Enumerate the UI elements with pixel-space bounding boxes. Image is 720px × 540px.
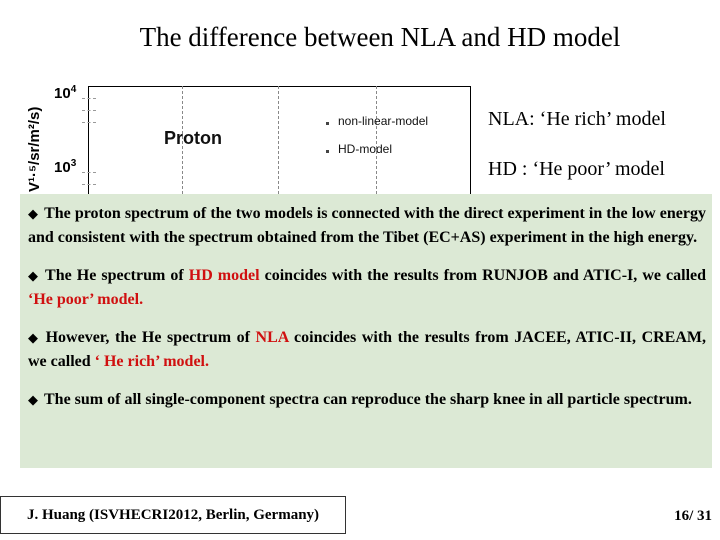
paragraph-sum: [28, 388, 706, 412]
paragraph-proton: [28, 202, 706, 250]
paragraph-he-hd-middle: coincides with the results from RUNJOB and ATIC-I, we called: [259, 267, 707, 284]
plot-minor-tick: [82, 122, 96, 123]
footer-author: J. Huang (ISVHECRI2012, Berlin, Germany): [0, 496, 346, 534]
plot-left-axis: [88, 86, 89, 204]
y-tick-1e4: [54, 84, 76, 102]
bullet-icon: ◆: [28, 392, 38, 407]
y-tick-1e3: [54, 158, 76, 176]
legend-item-nla: non-linear-model: [338, 114, 429, 128]
y-tick-1e4-exp: 4: [70, 84, 77, 95]
nla-note: NLA: ‘He rich’ model: [488, 108, 666, 130]
plot-minor-tick: [82, 172, 96, 173]
hd-note: HD : ‘He poor’ model: [488, 158, 665, 180]
plot-gridline: [278, 86, 279, 204]
y-tick-1e4-base: 10: [54, 85, 71, 102]
paragraph-sum-text: The sum of all single-component spectra can reproduce the sharp knee in all particle spectrum.: [44, 391, 692, 408]
plot-minor-tick: [82, 98, 96, 99]
plot-right-axis: [470, 86, 471, 204]
legend-marker-nla: [326, 122, 329, 125]
bullet-icon: ◆: [28, 268, 40, 283]
plot-minor-tick: [82, 110, 96, 111]
highlight-hd-model: HD model: [188, 267, 260, 284]
bullet-icon: ◆: [28, 206, 39, 221]
paragraph-proton-text: The proton spectrum of the two models is connected with the direct experiment in the low energy and consistent with the spectrum obtained from the Tibet (EC+AS) experiment in the high energy.: [28, 205, 706, 246]
legend-marker-hd: [326, 150, 329, 153]
paragraph-he-nla-before: However, the He spectrum of: [45, 329, 256, 346]
page-number: 16/ 31: [674, 508, 712, 524]
bullet-icon: ◆: [28, 330, 40, 345]
paragraph-he-nla-middle: coincides with the results from JACEE, ATIC-II, CREAM, we called: [28, 329, 707, 370]
plot-minor-tick: [82, 184, 96, 185]
plot-top-axis: [88, 86, 470, 87]
highlight-he-rich: ‘ He rich’ model.: [94, 353, 209, 370]
highlight-nla: NLA: [255, 329, 289, 346]
legend-item-hd: HD-model: [338, 142, 393, 156]
paragraph-he-nla: [28, 326, 706, 374]
highlight-he-poor: ‘He poor’ model.: [28, 291, 144, 308]
summary-box: [20, 194, 712, 468]
plot-panel-label: Proton: [164, 128, 222, 148]
y-tick-1e3-exp: 3: [70, 158, 77, 169]
paragraph-he-hd: [28, 264, 706, 312]
y-tick-1e3-base: 10: [54, 159, 71, 176]
slide-title: The difference between NLA and HD model: [139, 22, 621, 52]
paragraph-he-hd-before: The He spectrum of: [45, 267, 189, 284]
plot-y-axis-label: V¹·⁵/sr/m²/s): [26, 106, 43, 192]
